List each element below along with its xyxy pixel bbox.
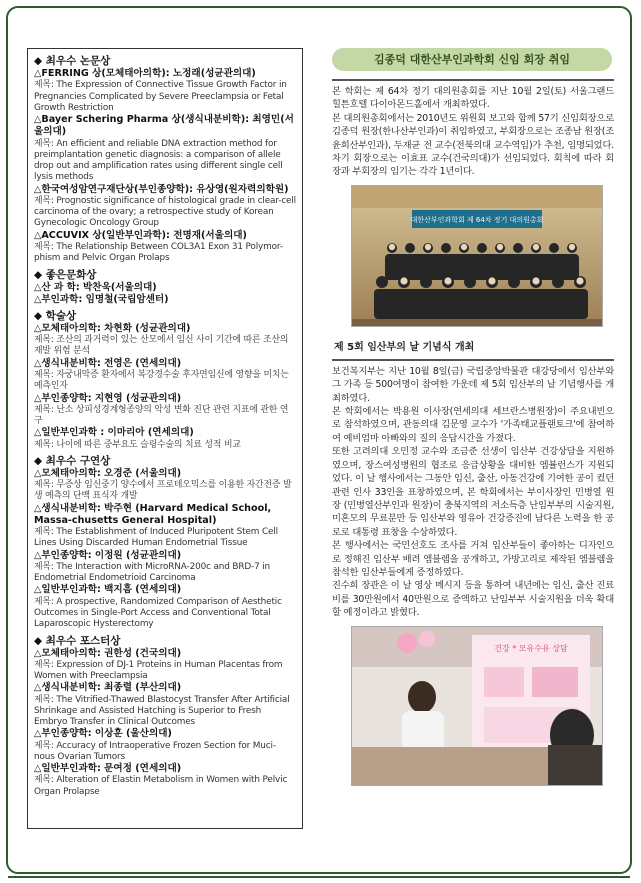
award-recipient: △산 과 학: 박찬욱(서울의대) <box>34 281 157 293</box>
award-recipient: △부인종양학: 이정원 (성균관의대) <box>34 549 182 561</box>
award-recipient: △일반부인과학: 백지흠 (연세의대) <box>34 584 182 596</box>
paper-title: 제목: The Vitrified-Thawed Blastocyst Transfer After Artificial Shrinkage and Assisted Hatching is Superior to Fresh Embryo Transfer in Clinical Outcomes <box>34 694 290 728</box>
paragraph: 본 대의원총회에서는 2010년도 위원회 보고와 함께 57기 신임회장으로 김종덕 원장(한나산부인과)이 취임하였고, 부회장으로는 조종남 원장(조윤희산부인과), 두재균 전 교수(전북의대 교수역임)가 추천, 임명되었다. 차기 회장으로는 이효표 교수(건국의대)가 선임되었다. 회칙에 따라 회장과 부회장의 임기는 각각 1년이다. <box>332 112 614 178</box>
divider <box>332 79 614 81</box>
paper-title: 제목: A prospective, Randomized Comparison of Aesthetic Outcomes in Single-Port Access and Conventional Total Laparoscopic Hysterectomy <box>34 596 282 630</box>
award-recipient: △부인과학: 임명철(국립암센터) <box>34 293 169 305</box>
section-title: ◆ 좋은문화상 <box>34 268 97 281</box>
paragraph: 본 학회는 제 64차 정기 대의원총회를 지난 10월 2일(토) 서울그랜드 힐튼호텔 다이아몬드홀에서 개최하였다. <box>332 86 614 111</box>
award-recipient: △Bayer Schering Pharma 상(생식내분비학): 최영민(서울의대) <box>34 114 294 138</box>
paper-title: 제목: 조산의 과거력이 있는 산모에서 임신 사이 기간에 따른 조산의 재발 위험 분석 <box>34 335 289 357</box>
paper-title: 제목: 자궁내막증 환자에서 복강경수술 후자연임신에 영향을 미치는 예측인자 <box>34 369 289 392</box>
award-recipient: △부인종양학: 이상훈 (울산의대) <box>34 728 172 740</box>
paper-title: 제목: Accuracy of Intraoperative Frozen Section for Muci-nous Ovarian Tumors <box>34 740 276 762</box>
award-recipient: △부인종양학: 지현영 (성균관의대) <box>34 392 182 404</box>
section-title: ◆ 최우수 구연상 <box>34 454 111 467</box>
news-column <box>332 48 622 786</box>
paragraph: 본 학회에서는 박용원 이사장(연세의대 세브란스병원장)이 주요내빈으로 참석하였으며, 관동의대 김문영 교수가 '가족태교플랜토크'에 참여하여 예비엄마 아빠와의 질의 응답시간을 가졌다. <box>332 406 614 444</box>
photo-group <box>351 185 603 327</box>
award-recipient: △모체태아의학: 권한성 (건국의대) <box>34 647 182 659</box>
award-recipient: △모체태아의학: 오경준 (서울의대) <box>34 467 182 479</box>
award-recipient: △생식내분비학: 전영은 (연세의대) <box>34 357 182 369</box>
paper-title: 제목: The Expression of Connective Tissue Growth Factor in Pregnancies Complicated by Severe Preeclampsia or Fetal Growth Restriction <box>34 80 287 113</box>
paper-title: 제목: Prognostic significance of histological grade in clear-cell carcinoma of the ovary; a retrospective study of Korean Gynecologic Oncology Group <box>34 195 296 229</box>
consultation-photo-image <box>352 627 603 786</box>
award-recipient: △생식내분비학: 박주현 (Harvard Medical School, Massa-chusetts General Hospital) <box>34 502 272 526</box>
headline-pregnancy-day: 제 5회 임산부의 날 기념식 개최 <box>334 341 475 353</box>
article-pregnancy-day <box>332 365 614 620</box>
award-recipient: △FERRING 상(모체태아의학): 노정래(성균관의대) <box>34 68 256 79</box>
award-recipient: △모체태아의학: 차현화 (성균관의대) <box>34 322 191 334</box>
paper-title: 제목: The Establishment of Induced Pluripotent Stem Cell Lines Using Discarded Human Endometrial Tissue <box>34 527 278 549</box>
headline-president: 김종덕 대한산부인과학회 신임 회장 취임 <box>332 48 612 71</box>
group-photo-image <box>352 186 603 327</box>
sign-text: 건강 * 모유수유 상담 <box>494 643 568 653</box>
banner-text: 대한산부인과학회 제 64차 정기 대의원총회 <box>410 215 544 224</box>
paragraph: 보건복지부는 지난 10월 8일(금) 국립중앙박물관 대강당에서 임산부와 그 가족 등 500여명이 참여한 가운데 제 5회 임산부의 날 기념행사를 개최하였다. <box>332 365 614 404</box>
article-president <box>332 85 614 179</box>
paper-title: 제목: The Relationship Between COL3A1 Exon 31 Polymor-phism and Pelvic Organ Prolaps <box>34 241 283 264</box>
section-title: ◆ 학술상 <box>34 309 77 322</box>
paper-title: 제목: 나이에 따른 중부요도 슬링수술의 치료 성적 비교 <box>34 439 241 450</box>
paragraph: 진수희 장관은 이 날 영상 메시지 등을 통하여 내년에는 임신, 출산 진료비를 30만원에서 40만원으로 증액하고 난임부부 시술지원을 더욱 확대할 예정이라고 밝혔다. <box>332 580 614 619</box>
bottom-rule <box>8 876 630 878</box>
section-title: ◆ 최우수 포스터상 <box>34 634 121 647</box>
paper-title: 제목: Expression of DJ-1 Proteins in Human Placentas from Women with Preeclampsia <box>34 659 283 682</box>
paper-title: 제목: 무증상 임신중기 양수에서 프로테오믹스를 이용한 자간전증 발생 예측의 단백 표식자 개발 <box>34 480 292 502</box>
award-recipient: △일반부인과학 : 이마리아 (연세의대) <box>34 427 194 439</box>
award-recipient: △ACCUVIX 상(일반부인과학): 전명재(서울의대) <box>34 229 247 241</box>
paper-title: 제목: The Interaction with MicroRNA-200c and BRD-7 in Endometrial Endometrioid Carcinoma <box>34 561 271 584</box>
divider <box>332 359 614 361</box>
paragraph: 본 행사에서는 국민선호도 조사를 거쳐 임산부들이 좋아하는 디자인으로 정해진 임산부 배려 엠블렘을 공개하고, 가방고리로 제작된 엠블렘을 참석한 임산부들에게 증정하였다. <box>332 540 614 578</box>
photo-consultation <box>351 626 603 786</box>
paper-title: 제목: Alteration of Elastin Metabolism in Women with Pelvic Organ Prolapse <box>34 775 288 797</box>
section-title: ◆ 최우수 논문상 <box>34 55 111 67</box>
award-recipient: △한국여성암연구재단상(부인종양학): 유상영(원자력의학원) <box>34 183 289 195</box>
paragraph: 또한 고려의대 오민정 교수와 조금준 선생이 임산부 건강상담을 지원하였으며, 장스여성병원의 협조로 응급상황을 대비한 엠뷸런스가 지원되었다. 이 날 행사에서는 그동안 임신, 출산, 아동건강에 기여한 공이 컸던 관련 인사 33인을 표창하였으며, 본 학회에서는 부이사장인 민병열 원장 (민병열산부인과 원장)이 충북지역의 저소득층 난임부부의 시술지원, 미혼모의 무료분만 등 임산부와 영유아 건강증진에 남다른 노력을 한 공로로 대통령 표창을 수상하였다. <box>332 446 614 538</box>
paper-title: 제목: 난소 상피성경계형종양의 악성 변화 진단 관련 지표에 관한 연구 <box>34 404 289 427</box>
award-recipient: △생식내분비학: 최종렬 (부산의대) <box>34 682 182 694</box>
paper-title: 제목: An efficient and reliable DNA extraction method for preimplantation genetic diagnosis: a comparison of allele drop out and amplification rates using different single cell lysis methods <box>34 138 283 183</box>
award-recipient: △일반부인과학: 문여정 (연세의대) <box>34 763 182 775</box>
awards-box <box>27 48 303 829</box>
